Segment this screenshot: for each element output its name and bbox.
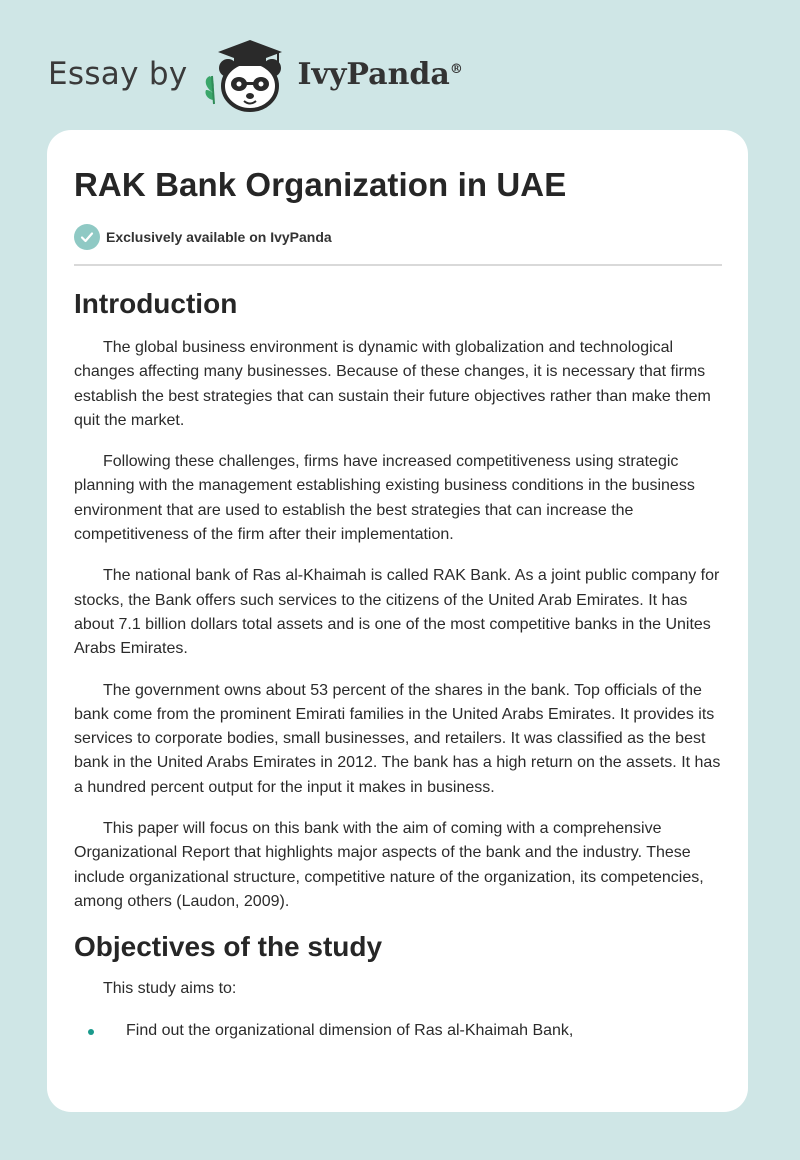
paragraph: The government owns about 53 percent of the shares in the bank. Top officials of the bank come from the prominent Emirati families in the United Arabs Emirates. It provides its services to corporate bodies, small businesses, and retailers. It was classified as the best bank in the United Arabs Emirates in 2012. The bank has a high return on the assets. It has a hundred percent output for the input it makes in business.: [74, 681, 721, 796]
paragraph: Following these challenges, firms have increased competitiveness using strategic planning with the management establishing existing business conditions in the business environment that are used to establish the best strategies that can increase the competitiveness of the firm after their implementation.: [74, 453, 695, 544]
panda-graduate-icon: [200, 34, 292, 114]
exclusive-label: Exclusively available on IvyPanda: [106, 229, 332, 245]
paragraph: The global business environment is dynamic with globalization and technological changes affecting many businesses. Because of these changes, it is necessary that firms establish the best strategies that can sustain their future objectives rather than make them quit the market.: [74, 339, 711, 429]
registered-mark: ®: [449, 61, 463, 77]
paragraph: This study aims to:: [103, 980, 237, 998]
bullet-dot-icon: [88, 1029, 94, 1035]
section-heading-introduction: Introduction: [74, 288, 238, 319]
paragraph: This paper will focus on this bank with the aim of coming with a comprehensive Organizational Report that highlights major aspects of the bank and the industry. These include organizational structure, competitive nature of the organization, its competencies, among others (Laudon, 2009).: [74, 820, 704, 910]
exclusive-badge: [74, 224, 722, 266]
essay-card: [47, 130, 748, 1112]
site-header: [48, 34, 463, 114]
paragraph: The national bank of Ras al-Khaimah is called RAK Bank. As a joint public company for stocks, the Bank offers such services to the citizens of the United Arab Emirates. It has about 7.1 billion dollars total assets and is one of the most competitive banks in the Unites Arabs Emirates.: [74, 567, 720, 658]
ivypanda-logo[interactable]: [200, 34, 463, 114]
page-title: RAK Bank Organization in UAE: [74, 166, 567, 203]
section-heading-objectives: Objectives of the study: [74, 931, 383, 963]
objectives-list: [74, 1019, 722, 1043]
essay-by-label: Essay by: [48, 56, 188, 92]
list-item-text: Find out the organizational dimension of Ras al-Khaimah Bank,: [126, 1021, 574, 1039]
brand-name: IvyPanda®: [297, 56, 463, 92]
check-circle-icon: [74, 224, 100, 250]
list-item: [74, 1019, 722, 1043]
